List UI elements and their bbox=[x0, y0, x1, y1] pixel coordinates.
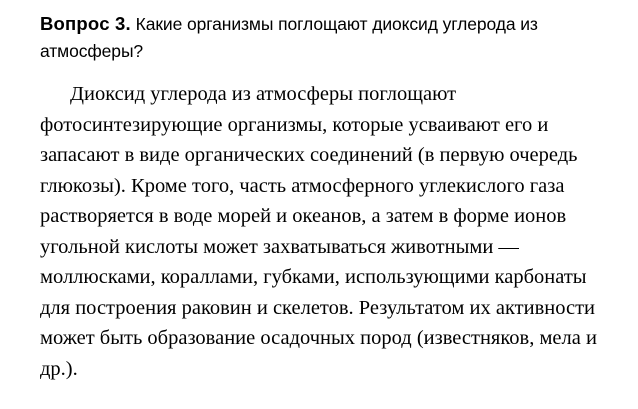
question-number-label: Вопрос 3. bbox=[40, 13, 131, 34]
answer-paragraph: Диоксид углерода из атмосферы поглощают фотосинтезирующие организмы, которые усваивают его и запасают в виде органических соединений (в первую очередь глюкозы). Кроме того, часть атмосферного углекислого газа растворяется в воде морей и океанов, а затем в форме ионов угольной кислоты может захватываться животными — моллюсками, кораллами, губками, использующими карбонаты для построения раковин и скелетов. Результатом их активности может быть образование осадочных пород (известняков, мела и др.). bbox=[40, 83, 597, 380]
question-heading bbox=[40, 10, 616, 65]
question-text: Какие организмы поглощают диоксид углерода из атмосферы? bbox=[40, 14, 538, 61]
answer-body bbox=[40, 79, 616, 384]
